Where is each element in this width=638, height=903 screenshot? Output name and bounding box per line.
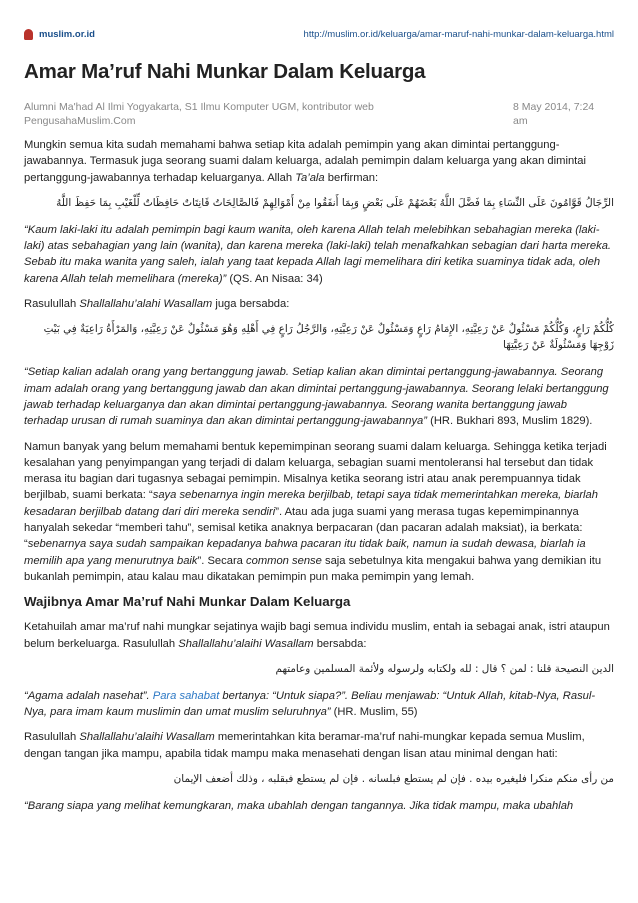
print-header (24, 28, 614, 44)
paragraph (24, 439, 614, 586)
author-line: Alumni Ma'had Al Ilmi Yogyakarta, S1 Ilmu Komputer UGM, kontributor web (24, 101, 374, 113)
article-title: Amar Ma’ruf Nahi Munkar Dalam Keluarga (24, 60, 426, 83)
reference: (HR. Bukhari 893, Muslim 1829). (427, 415, 593, 428)
arabic-verse: الرِّجَالُ قَوَّامُونَ عَلَى النِّسَاءِ بِمَا فَضَّلَ اللَّهُ بَعْضَهُمْ عَلَى بَعْضٍ وَبِمَا أَنفَقُوا مِنْ أَمْوَالِهِمْ فَالصَّالِحَاتُ قَانِتَاتٌ حَافِظَاتٌ لِّلْغَيْبِ بِمَا حَفِظَ اللَّهُ (56, 196, 614, 209)
author-line: PengusahaMuslim.Com (24, 115, 136, 127)
translation-quote (24, 222, 614, 287)
article-body (24, 137, 614, 823)
link-text[interactable]: Para sahabat (152, 689, 220, 702)
site-name[interactable]: muslim.or.id (39, 29, 95, 40)
italic-text: “Agama adalah nasehat”. (24, 689, 153, 702)
arabic-hadith: من رأى منكم منكرا فليغيره بيده . فإن لم يستطع فبلسانه . فإن لم يستطع فبقلبه ، وذلك أضعف الإيمان (173, 773, 614, 786)
text: memerintahkan kita beramar-ma’ruf nahi-mungkar kepada semua Muslim, dengan tangan jika mampu, apabila tidak mampu maka menasehati dengan lisan atau minimal dengan hati: (24, 731, 585, 760)
translation-quote (24, 364, 614, 429)
italic-text: sebenarnya saya sudah sampaikan kepadanya bahwa pacaran itu tidak baik, namun ia sudah dewasa, biarlah ia memilih apa yang menurutnya baik (24, 538, 586, 567)
publish-date (513, 100, 613, 128)
paragraph (24, 296, 614, 312)
text: Mungkin semua kita sudah memahami bahwa setiap kita adalah pemimpin yang akan dimintai pertanggung-jawabannya. Termasuk juga seorang suami dalam keluarga, adalah pemimpin dalam keluarga yang akan dimintai pertanggung-jawabannya terhadap keluarganya. Allah (24, 139, 586, 184)
text: ”. Atau ada juga suami yang merasa tugas kepemimpinannya hanyalah sekedar “memberi tahu”, semisal ketika anaknya berpacaran (dan pacaran adalah maksiat), ia berkata: “ (24, 505, 583, 551)
text: Rasulullah (24, 298, 80, 311)
italic-text: common sense (246, 554, 322, 567)
italic-text: “Barang siapa yang melihat kemungkaran, maka ubahlah dengan tangannya. Jika tidak mampu, maka ubahlah (24, 800, 574, 813)
text: bersabda: (313, 637, 367, 650)
italic-text: bertanya: “Untuk siapa?”. Beliau menjawab: “Untuk Allah, kitab-Nya, Rasul-Nya, para imam kaum muslimin dan umat muslim seluruhnya” (24, 689, 596, 719)
text: Ketahuilah amar ma’ruf nahi mungkar sejatinya wajib bagi semua individu muslim, entah ia sebagai anak, istri ataupun belum berkeluarga. Rasulullah (24, 621, 610, 650)
text: berfirman: (324, 171, 379, 184)
paragraph (24, 729, 614, 762)
page-url[interactable]: http://muslim.or.id/keluarga/amar-maruf-nahi-munkar-dalam-keluarga.html (303, 29, 614, 40)
reference: (QS. An Nisaa: 34) (226, 272, 323, 285)
site-logo-icon (24, 29, 33, 40)
section-heading: Wajibnya Amar Ma’ruf Nahi Munkar Dalam Keluarga (24, 594, 351, 610)
author-info (24, 100, 404, 128)
translation-quote (24, 798, 614, 814)
italic-text: “Kaum laki-laki itu adalah pemimpin bagi kaum wanita, oleh karena Allah telah melebihkan sebahagian mereka (laki-laki) atas sebahagian yang lain (wanita), dan karena mereka (laki-laki) telah menafkahkan sebagian dari harta mereka. Sebab itu maka wanita yang saleh, ialah yang taat kepada Allah lagi memelihara diri ketika suaminya tidak ada, oleh karena Allah telah memelihara (mereka)” (24, 223, 612, 285)
sahabat-link[interactable] (153, 690, 220, 702)
site-brand[interactable] (24, 29, 95, 40)
text: saja sebetulnya kita mengakui bahwa yang demikian itu bukanlah pemimpin, atau kalau mau dikatakan pemimpin pun maka pemimpin yang lemah. (24, 554, 602, 583)
text: ”. Secara (197, 554, 246, 567)
date-line: 8 May 2014, 7:24 (513, 101, 595, 113)
paragraph (24, 619, 614, 652)
text: Rasulullah (24, 731, 80, 744)
translation-quote (24, 688, 614, 721)
italic-text: Ta’ala (295, 171, 325, 184)
arabic-hadith: الدين النصيحة قلنا : لمن ؟ قال : لله ولكتابه ولرسوله ولأئمة المسلمين وعامتهم (275, 662, 614, 675)
paragraph (24, 137, 614, 186)
italic-text: Shallallahu’alaihi Wasallam (178, 637, 314, 650)
italic-text: saya sebenarnya ingin mereka berjilbab, tetapi saya tidak memerintahkan mereka, biarlah kesadaran berjilbab datang dari diri mereka sendiri (24, 489, 598, 518)
arabic-hadith: كُلُّكُمْ رَاعٍ، وَكُلُّكُمْ مَسْئُولٌ عَنْ رَعِيَّتِهِ، الإِمَامُ رَاعٍ وَمَسْئُولٌ عَنْ رَعِيَّتِهِ، وَالرَّجُلُ رَاعٍ فِي أَهْلِهِ وَهُوَ مَسْئُولٌ عَنْ رَعِيَّتِهِ، وَالمَرْأَةُ رَاعِيَةٌ فِي بَيْتِ زَوْجِهَا وَمَسْئُولَةٌ عَنْ رَعِيَّتِهَا (43, 323, 614, 352)
italic-text: Shallallahu’alahi Wasallam (79, 298, 213, 311)
italic-text: Shallallahu’alaihi Wasallam (79, 731, 215, 744)
date-line: am (513, 115, 528, 127)
italic-text: “Setiap kalian adalah orang yang bertanggung jawab. Setiap kalian akan dimintai pertanggung-jawabannya. Seorang imam adalah orang yang bertanggung jawab dan akan dimintai pertanggung-jawabannya. Seorang lelaki bertanggung jawab terhadap keluarganya dan akan dimintai pertanggung-jawabannya. Seorang wanita bertanggung jawab terhadap urusan di rumah suaminya dan akan dimintai pertanggung-jawabannya” (24, 366, 609, 428)
reference: (HR. Muslim, 55) (330, 706, 418, 719)
text: juga bersabda: (212, 298, 290, 311)
text: Namun banyak yang belum memahami bentuk kepemimpinan seorang suami dalam keluarga. Sehingga ketika terjadi kesalahan yang penyimpangan yang terjadi di dalam keluarga, sebagian suami mentoleransi hal tersebut dan tidak merasa itu bagian dari tugasnya sebagai pemimpin. Misalnya ketika seorang istri atau anak perempuannya tidak berjilbab, suami berkata: “ (24, 440, 607, 502)
